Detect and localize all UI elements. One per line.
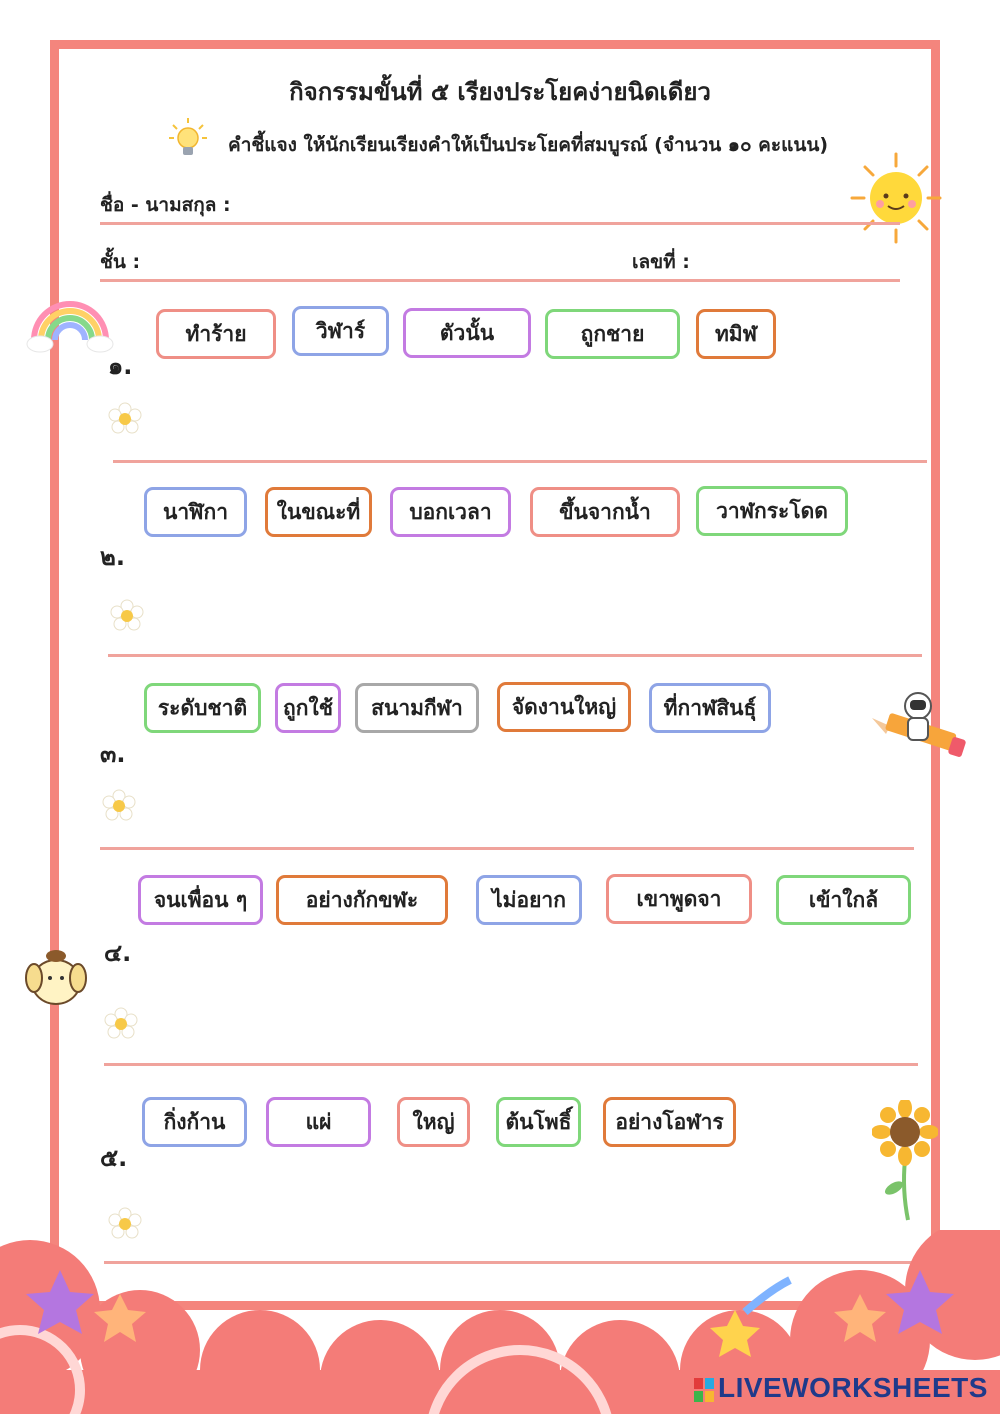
word-card[interactable]: กิ่งก้าน	[142, 1097, 247, 1147]
number-label: เลขที่ :	[632, 251, 690, 273]
word-card[interactable]: ต้นโพธิ์	[496, 1097, 581, 1147]
word-card[interactable]: ขึ้นจากน้ำ	[530, 487, 680, 537]
word-card[interactable]: ทำร้าย	[156, 309, 276, 359]
question-number: ๔.	[104, 939, 132, 967]
name-label: ชื่อ - นามสกุล :	[100, 194, 231, 216]
rainbow-icon	[26, 290, 114, 356]
word-card[interactable]: ที่กาฬสินธุ์	[649, 683, 771, 733]
word-card[interactable]: แผ่	[266, 1097, 371, 1147]
question-number: ๒.	[100, 543, 125, 571]
question-number: ๓.	[100, 740, 126, 768]
word-card[interactable]: นาฬิกา	[144, 487, 247, 537]
puppy-icon	[22, 944, 90, 1008]
answer-line[interactable]	[100, 847, 914, 850]
name-answer-line[interactable]	[100, 222, 900, 225]
word-card[interactable]: ระดับชาติ	[144, 683, 261, 733]
instructions-text: คำชี้แจง ให้นักเรียนเรียงคำให้เป็นประโยคที่สมบูรณ์ (จำนวน ๑๐ คะแนน)	[228, 134, 829, 156]
answer-line[interactable]	[113, 460, 927, 463]
word-card[interactable]: สนามกีฬา	[355, 683, 479, 733]
word-card[interactable]: ถูกชาย	[545, 309, 680, 359]
answer-line[interactable]	[104, 1063, 918, 1066]
flower-icon	[108, 402, 142, 436]
word-card[interactable]: ไม่อยาก	[476, 875, 582, 925]
word-card[interactable]: ทมิฬ	[696, 309, 776, 359]
word-card[interactable]: เข้าใกล้	[776, 875, 911, 925]
word-card[interactable]: วิฬาร์	[292, 306, 389, 356]
sunflower-icon	[872, 1100, 938, 1222]
answer-line[interactable]	[108, 654, 922, 657]
question-number: ๕.	[100, 1144, 128, 1172]
word-card[interactable]: วาฬกระโดด	[696, 486, 848, 536]
question-number: ๑.	[108, 352, 133, 380]
flower-icon	[104, 1007, 138, 1041]
word-card[interactable]: อย่างกักขฬะ	[276, 875, 448, 925]
class-answer-line[interactable]	[100, 279, 900, 282]
sun-icon	[848, 150, 944, 246]
word-card[interactable]: ใหญ่	[397, 1097, 470, 1147]
word-card[interactable]: เขาพูดจา	[606, 874, 752, 924]
liveworksheets-logo-icon	[694, 1378, 714, 1402]
class-label: ชั้น :	[100, 251, 141, 273]
lightbulb-icon	[168, 116, 208, 160]
word-card[interactable]: บอกเวลา	[390, 487, 511, 537]
word-card[interactable]: ในขณะที่	[265, 487, 372, 537]
flower-icon	[110, 599, 144, 633]
word-card[interactable]: ตัวนั้น	[403, 308, 531, 358]
word-card[interactable]: จัดงานใหญ่	[497, 682, 631, 732]
footer-brand[interactable]: LIVEWORKSHEETS	[718, 1372, 988, 1403]
word-card[interactable]: อย่างโอฬาร	[603, 1097, 736, 1147]
astronaut-pencil-icon	[868, 688, 968, 772]
flower-icon	[102, 789, 136, 823]
word-card[interactable]: ถูกใช้	[275, 683, 341, 733]
word-card[interactable]: จนเพื่อน ๆ	[138, 875, 263, 925]
page-title: กิจกรรมขั้นที่ ๕ เรียงประโยคง่ายนิดเดียว	[289, 78, 711, 106]
